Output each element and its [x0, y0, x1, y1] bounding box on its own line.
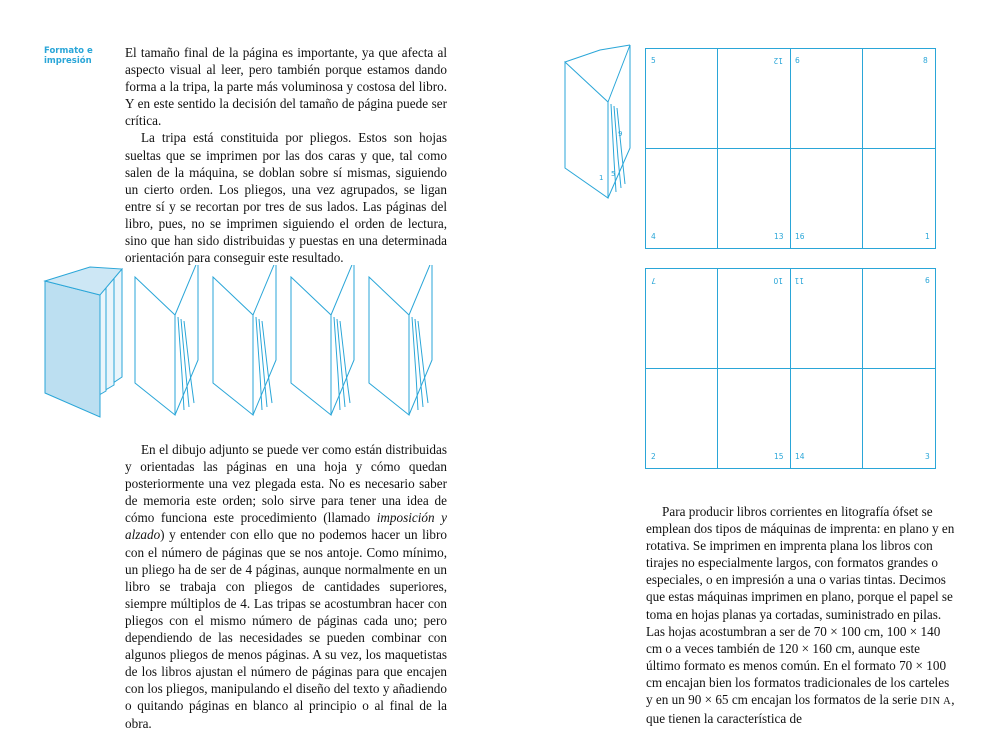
sheet-top-page-number: 13 [774, 232, 784, 241]
sheet-top-page-number: 1 [925, 232, 930, 241]
sheet-bottom-page-number: 10 [773, 276, 783, 285]
imposition-sheet-top [645, 48, 937, 250]
litografia-text-after: , que tienen la característica de [646, 692, 955, 727]
sheet-bottom-page-number: 6 [925, 276, 930, 285]
paragraph-pliegos: La tripa está constituida por pliegos. Estos son hojas sueltas que se imprimen por las dos caras y que, tal como salen de la máquina, se doblan sobre sí mismas, siguiendo un cierto orden. Los pliegos, una vez agrupados, se ligan entre sí y se recortan por tres de sus lados. Las páginas del libro, pues, no se imprimen siguiendo el orden de lectura, sino que han sido distribuidas y puestas en una determinada orientación para conseguir este resultado. [125, 130, 447, 266]
litografia-text-before: Para producir libros corrientes en litografía ófset se emplean dos tipos de máquinas de imprenta: en plano y en rotativa. Se imprimen en imprenta plana los libros con tirajes no especialmente largos, con formatos grandes o especiales, o en impresión a una o varias tintas. Decimos que estas máquinas imprimen en plano, porque el papel se toma en hojas planas ya cortadas, suministrado en pilas. Las hojas acostumbran a ser de 70 × 100 cm, 100 × 140 cm o a veces también de 120 × 160 cm, aunque este último formato es menos común. En el formato 70 × 100 cm encajan bien los formatos tradicionales de los carteles y en un 90 × 65 cm encajan los formatos de la serie [646, 504, 955, 708]
sheet-bottom-page-number: 2 [651, 452, 656, 461]
bound-book-figure [45, 267, 122, 417]
paragraph-litografia [646, 503, 956, 727]
imposicion-text-after: ) y entender con ello que no podemos hacer un libro con el número de páginas que se nos antoje. Como mínimo, un pliego ha de ser de 4 páginas, aunque normalmente en un libro se trabaja con pliegos de cantidades superiores, siempre múltiplos de 4. Las tripas se acostumbran hacer con pliegos con el mismo número de páginas cada uno; pero dependiendo de las necesidades se pueden combinar con algunos pliegos de menos páginas. A su vez, los maquetistas de los libros ajustan el número de páginas para que encajen con los pliegos, manipulando el diseño del texto y añadiendo o quitando páginas en blanco al principio o al final de la obra. [125, 527, 447, 731]
booklet-page-number: 9 [618, 130, 623, 138]
booklet-page-number: 1 [599, 174, 604, 182]
sheet-top-page-number: 16 [795, 232, 805, 241]
sheet-top-page-number: 5 [651, 56, 656, 65]
right-column-text [646, 503, 956, 727]
din-a-term: DIN A [920, 696, 952, 708]
booklet-illustration [560, 40, 640, 205]
left-column-top-text [125, 44, 447, 266]
paragraph-format-size: El tamaño final de la página es importante, ya que afecta al aspecto visual al leer, pero también porque estamos dando forma a la tripa, la parte más voluminosa y costosa del libro. Y en este sentido la decisión del tamaño de página puede ser crítica. [125, 45, 447, 129]
paragraph-imposicion [125, 441, 447, 732]
side-heading: Formato e impresión [44, 46, 93, 66]
signature-4 [369, 265, 432, 415]
sheet-bottom-page-number: 14 [795, 452, 805, 461]
sheet-bottom-page-number: 3 [925, 452, 930, 461]
sheet-top-page-number: 6 [795, 56, 800, 65]
sheet-bottom-page-number: 7 [651, 276, 656, 285]
sheet-bottom-page-number: 15 [774, 452, 784, 461]
sheet-top-page-number: 4 [651, 232, 656, 241]
left-column-bottom-text [125, 441, 447, 732]
signature-3 [291, 265, 354, 415]
folded-signatures-illustration [40, 265, 450, 420]
sheet-top-page-number: 8 [923, 56, 928, 65]
signature-1 [135, 265, 198, 415]
booklet-page-number: 5 [611, 170, 616, 178]
imposicion-text-before: En el dibujo adjunto se puede ver como están distribuidas y orientadas las páginas en una hoja y cómo quedan posteriormente una vez plegada esta. No es necesario saber de memoria este orden; solo sirve para tener una idea de cómo funciona este procedimiento (llamado [125, 442, 447, 526]
signature-2 [213, 265, 276, 415]
sheet-top-page-number: 12 [773, 56, 783, 65]
sheet-bottom-page-number: 11 [794, 276, 804, 285]
imposition-sheet-bottom [645, 268, 937, 470]
imposicion-term: imposición y alzado [125, 510, 447, 543]
